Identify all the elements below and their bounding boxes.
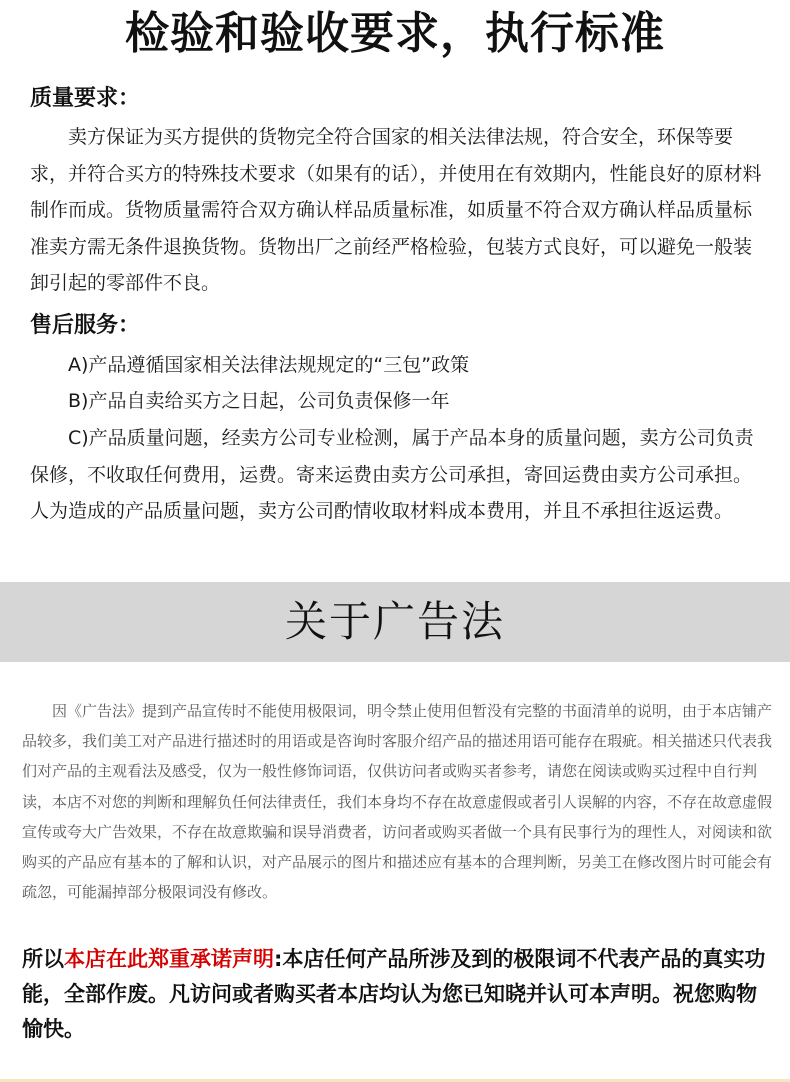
- page-title: 检验和验收要求，执行标准: [125, 8, 665, 59]
- notice-highlight: 本店在此郑重承诺声明: [64, 947, 274, 971]
- ad-law-title: 关于广告法: [284, 597, 505, 646]
- notice-statement: [22, 942, 774, 1047]
- notice-prefix: 所以: [22, 947, 64, 971]
- after-sales-item-b: B)产品自卖给买方之日起，公司负责保修一年: [68, 390, 450, 412]
- after-sales-item-a: A)产品遵循国家相关法律法规规定的“三包”政策: [68, 354, 470, 376]
- quality-paragraph: 卖方保证为买方提供的货物完全符合国家的相关法律法规，符合安全，环保等要求，并符合买方的特殊技术要求（如果有的话），并使用在有效期内，性能良好的原材料制作而成。货物质量需符合双方确认样品质量标准，如质量不符合双方确认样品质量标准卖方需无条件退换货物。货物出厂之前经严格检验，包装方式良好，可以避免一般装卸引起的零部件不良。: [30, 126, 762, 294]
- notice-body: :本店任何产品所涉及到的极限词不代表产品的真实功能，全部作废。凡访问或者购买者本店均认为您已知晓并认可本声明。祝您购物愉快。: [22, 947, 766, 1041]
- ad-law-paragraph: 因《广告法》提到产品宣传时不能使用极限词，明令禁止使用但暂没有完整的书面清单的说明，由于本店铺产品较多，我们美工对产品进行描述时的用语或是咨询时客服介绍产品的描述用语可能存在瑕疵。相关描述只代表我们对产品的主观看法及感受，仅为一般性修饰词语，仅供访问者或购买者参考，请您在阅读或购买过程中自行判读，本店不对您的判断和理解负任何法律责任，我们本身均不存在故意虚假或者引人误解的内容，不存在故意虚假宣传或夸大广告效果，不存在故意欺骗和误导消费者，访问者或购买者做一个具有民事行为的理性人，对阅读和欲购买的产品应有基本的了解和认识，对产品展示的图片和描述应有基本的合理判断，另美工在修改图片时可能会有疏忽，可能漏掉部分极限词没有修改。: [22, 702, 773, 902]
- after-sales-heading: 售后服务：: [30, 313, 141, 338]
- ad-law-banner: [0, 582, 790, 662]
- quality-heading: 质量要求：: [30, 86, 141, 111]
- after-sales-item-c: C)产品质量问题，经卖方公司专业检测，属于产品本身的质量问题，卖方公司负责保修，不收取任何费用，运费。寄来运费由卖方公司承担，寄回运费由卖方公司承担。人为造成的产品质量问题，卖方公司酌情收取材料成本费用，并且不承担往返运费。: [30, 427, 754, 522]
